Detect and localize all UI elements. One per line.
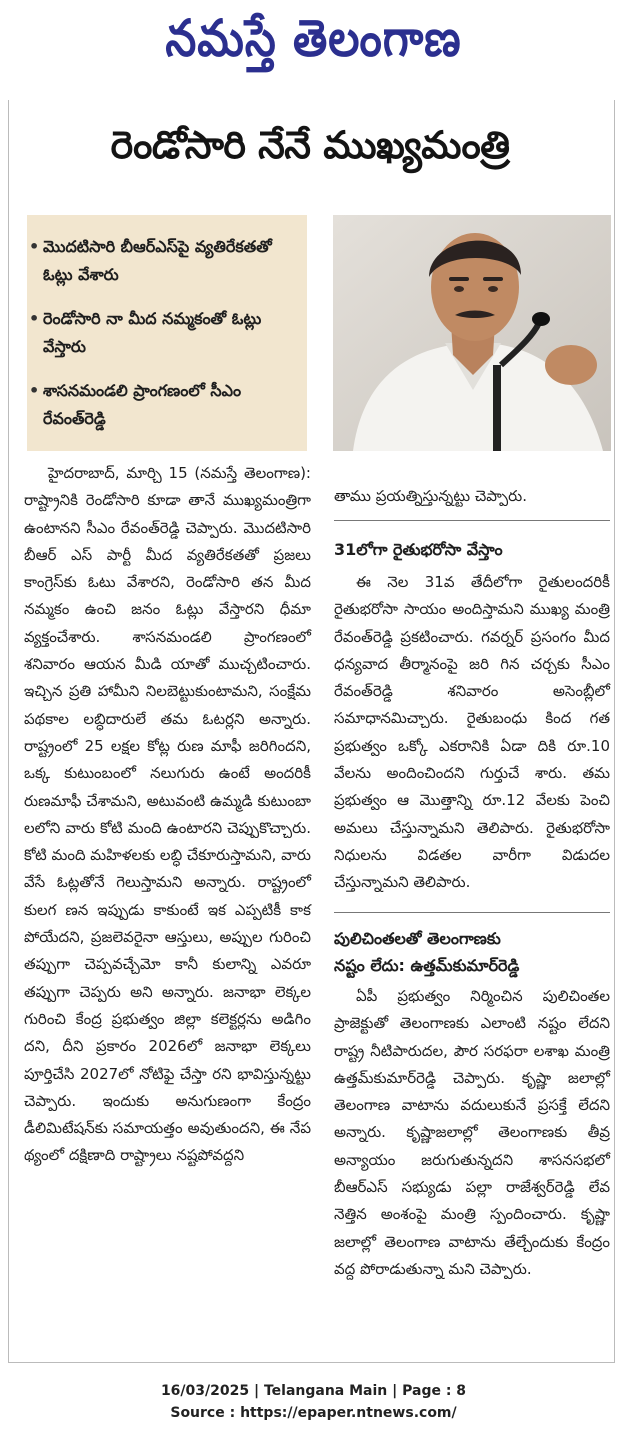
- section-heading-pulichintala-2: నష్టం లేదు: ఉత్తమ్‌కుమార్‌రెడ్డి: [334, 956, 520, 975]
- section-text-pulichintala: ఏపీ ప్రభుత్వం నిర్మించిన పులిచింతల ప్రాజెక్టుతో తెలంగాణకు ఎలాంటి నష్టం లేదని రాష్ట్ర నీటిపారుదల, పౌర సరఫరా లశాఖ మంత్రి ఉత్తమ్‌కుమార్‌రెడ్డి చెప్పారు. కృష్ణా జలాల్లో తెలంగాణ వాటాను వదులుకునే ప్రసక్తే లేదని అన్నారు. కృష్ణాజలాల్లో తెలంగాణకు తీవ్ర అన్యాయం జరుగుతున్నదని శాసనసభలో బీఆర్ఎస్ సభ్యుడు పల్లా రాజేశ్వర్‌రెడ్డి లేవ నెత్తిన అంశంపై మంత్రి స్పందించారు. కృష్ణా జలాల్లో తెలంగాణ వాటాను తేల్చేందుకు కేంద్రం వద్ద పోరాడుతున్నా మని చెప్పారు.: [334, 987, 610, 1278]
- story-continuation: తాము ప్రయత్నిస్తున్నట్టు చెప్పారు.: [334, 487, 527, 505]
- section-heading-pulichintala: పులిచింతలతో తెలంగాణకు: [334, 929, 501, 948]
- section-divider: [334, 912, 610, 913]
- headline: రెండోసారి నేనే ముఖ్యమంత్రి: [110, 123, 510, 167]
- footer-date-edition: 16/03/2025 | Telangana Main | Page : 8: [160, 1383, 467, 1399]
- highlights-box: [27, 215, 307, 451]
- portrait-image: [333, 215, 611, 451]
- section-heading-rythu-bharosa: 31లోగా రైతుభరోసా వేస్తాం: [334, 540, 503, 559]
- section-divider: [334, 520, 610, 521]
- footer-source: Source : https://epaper.ntnews.com/: [170, 1405, 457, 1421]
- headline-block: [10, 110, 610, 190]
- highlight-bullet: • మొదటిసారి బీఆర్ఎస్‌పై వ్యతిరేకతతో ఓట్లు వేశారు: [43, 233, 301, 289]
- highlight-bullet: • శాసనమండలి ప్రాంగణంలో సీఎం రేవంత్‌రెడ్డి: [43, 377, 301, 433]
- masthead: [0, 0, 627, 90]
- footer: [0, 1380, 627, 1424]
- main-story-text: హైదరాబాద్, మార్చి 15 (నమస్తే తెలంగాణ): రాష్ట్రానికి రెండోసారి కూడా తానే ముఖ్యమంత్రిగా ఉంటానని సీఎం రేవంత్‌రెడ్డి చెప్పారు. మొదటిసారి బీఆర్ ఎస్ పార్టీ మీద వ్యతిరేకతతో ప్రజలు కాంగ్రెస్‌కు ఓటు వేశారని, రెండోసారి తన మీద నమ్మకం ఉంచి జనం ఓట్లు వేస్తారని ధీమా వ్యక్తంచేశారు. శాసనమండలి ప్రాంగణంలో శనివారం ఆయన మీడి యాతో ముచ్చటించారు. ఇచ్చిన ప్రతి హామీని నిలబెట్టుకుంటామని, సంక్షేమ పథకాల లబ్ధిదారులే తమ ఓటర్లని అన్నారు. రాష్ట్రంలో 25 లక్షల కోట్ల రుణ మాఫీ జరిగిందని, ఒక్క కుటుంబంలో నలుగురు ఉంటే అందరికీ రుణమాఫీ చేశామని, అటువంటి ఉమ్మడి కుటుంబా లలోని వారు కోటి మంది ఉంటారని చెప్పుకొచ్చారు. కోటి మంది మహిళలకు లబ్ధి చేకూరుస్తామని, వారు వేసే ఓట్లతోనే గెలుస్తామని అన్నారు. రాష్ట్రంలో కులగ ణన ఇప్పుడు కాకుంటే ఇక ఎప్పటికీ కాక పోయేదని, ప్రజలెవరైనా ఆస్తులు, అప్పుల గురించి తప్పుగా చెప్పవచ్చేమో కానీ కులాన్ని ఎవరూ తప్పుగా చెప్పరు అని అన్నారు. జనాభా లెక్కల గురించి కేంద్ర ప్రభుత్వం జిల్లా కలెక్టర్లను అడిగిం దని, దీని ప్రకారం 2026లో జనాభా లెక్కలు పూర్తిచేసి 2027లో నోటిఫై చేస్తా రని భావిస్తున్నట్టు చెప్పారు. ఇందుకు అనుగుణంగా కేంద్రం డీలిమిటేషన్‌కు సమాయత్తం అవుతుందని, ఈ నేప థ్యంలో దక్షిణాది రాష్ట్రాలు నష్టపోవద్దని: [24, 464, 311, 1165]
- highlight-bullet: • రెండోసారి నా మీద నమ్మకంతో ఓట్లు వేస్తారు: [43, 305, 301, 361]
- newspaper-title: నమస్తే తెలంగాణ: [165, 9, 462, 68]
- section-text-rythu-bharosa: ఈ నెల 31వ తేదీలోగా రైతులందరికీ రైతుభరోసా సాయం అందిస్తామని ముఖ్య మంత్రి రేవంత్‌రెడ్డి ప్రకటించారు. గవర్నర్ ప్రసంగం మీద ధన్యవాద తీర్మానంపై జరి గిన చర్చకు సీఎం రేవంత్‌రెడ్డి శనివారం అసెంబ్లీలో సమాధానమిచ్చారు. రైతుబంధు కింద గత ప్రభుత్వం ఒక్కో ఎకరానికి ఏడా దికి రూ.10 వేలను అందించిందని గుర్తుచే శారు. తమ ప్రభుత్వం ఆ మొత్తాన్ని రూ.12 వేలకు పెంచి అమలు చేస్తున్నామని తెలిపారు. రైతుభరోసా నిధులను విడతల వారీగా విడుదల చేస్తున్నామని తెలిపారు.: [334, 573, 610, 892]
- article-photo: [333, 215, 611, 451]
